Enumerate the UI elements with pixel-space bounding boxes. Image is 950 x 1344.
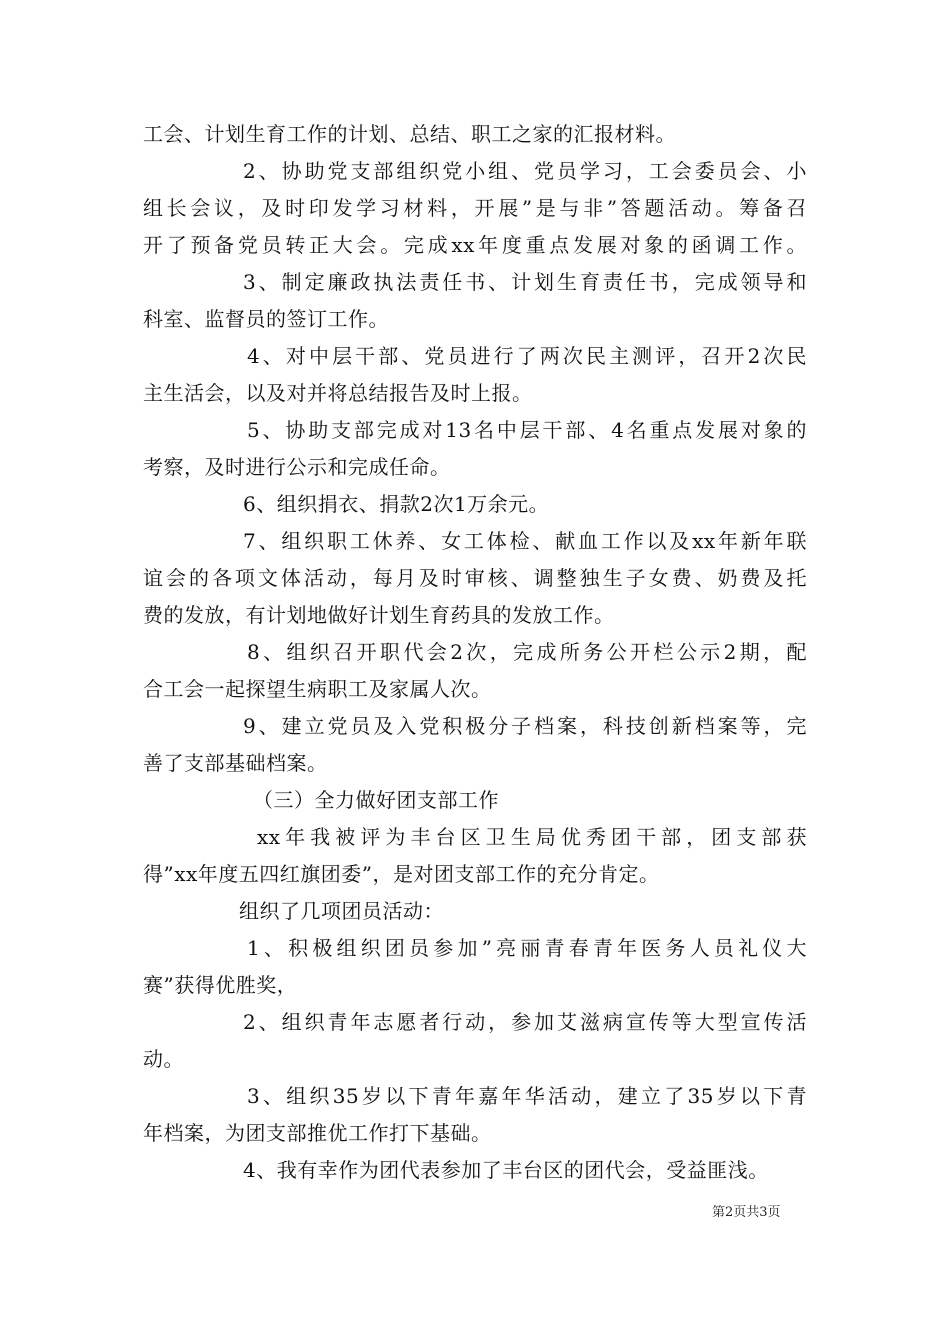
text-line: 1、积极组织团员参加”亮丽青春青年医务人员礼仪大 xyxy=(247,936,807,960)
text-line: 5、协助支部完成对13名中层干部、4名重点发展对象的 xyxy=(247,418,807,442)
text-line: 科室、监督员的签订工作。 xyxy=(143,307,389,331)
text-line: 赛”获得优胜奖， xyxy=(143,973,298,997)
document-body xyxy=(143,116,807,1189)
text-line: 动。 xyxy=(143,1047,184,1071)
text-line: 2、协助党支部组织党小组、党员学习，工会委员会、小 xyxy=(243,159,807,183)
text-line: 4、我有幸作为团代表参加了丰台区的团代会，受益匪浅。 xyxy=(243,1158,769,1182)
text-line: 考察，及时进行公示和完成任命。 xyxy=(143,455,451,479)
text-line: 得”xx年度五四红旗团委”，是对团支部工作的充分肯定。 xyxy=(143,862,660,886)
text-line: 2、组织青年志愿者行动，参加艾滋病宣传等大型宣传活 xyxy=(243,1010,807,1034)
text-line: 6、组织捐衣、捐款2次1万余元。 xyxy=(243,492,550,516)
text-line: 4、对中层干部、党员进行了两次民主测评，召开2次民 xyxy=(247,344,807,368)
text-line: 善了支部基础档案。 xyxy=(143,751,328,775)
text-line: 组长会议，及时印发学习材料，开展”是与非”答题活动。筹备召 xyxy=(143,196,807,220)
text-line: 3、制定廉政执法责任书、计划生育责任书，完成领导和 xyxy=(243,270,807,294)
text-line: 费的发放，有计划地做好计划生育药具的发放工作。 xyxy=(143,603,615,627)
text-line: 工会、计划生育工作的计划、总结、职工之家的汇报材料。 xyxy=(143,122,676,146)
text-line: 开了预备党员转正大会。完成xx年度重点发展对象的函调工作。 xyxy=(143,233,807,257)
text-line: 7、组织职工休养、女工体检、献血工作以及xx年新年联 xyxy=(243,529,807,553)
text-line: 年档案，为团支部推优工作打下基础。 xyxy=(143,1121,492,1145)
section-heading: （三）全力做好团支部工作 xyxy=(253,788,499,812)
text-line: 组织了几项团员活动： xyxy=(239,899,444,923)
text-line: 8、组织召开职代会2次，完成所务公开栏公示2期，配 xyxy=(247,640,807,664)
text-line: 合工会一起探望生病职工及家属人次。 xyxy=(143,677,492,701)
text-line: 谊会的各项文体活动，每月及时审核、调整独生子女费、奶费及托 xyxy=(143,566,807,590)
text-line: 9、建立党员及入党积极分子档案，科技创新档案等，完 xyxy=(243,714,807,738)
text-line: xx年我被评为丰台区卫生局优秀团干部，团支部获 xyxy=(257,825,807,849)
text-line: 3、组织35岁以下青年嘉年华活动，建立了35岁以下青 xyxy=(247,1084,807,1108)
text-line: 主生活会，以及对并将总结报告及时上报。 xyxy=(143,381,533,405)
page-number-footer: 第2页共3页 xyxy=(712,1205,781,1220)
